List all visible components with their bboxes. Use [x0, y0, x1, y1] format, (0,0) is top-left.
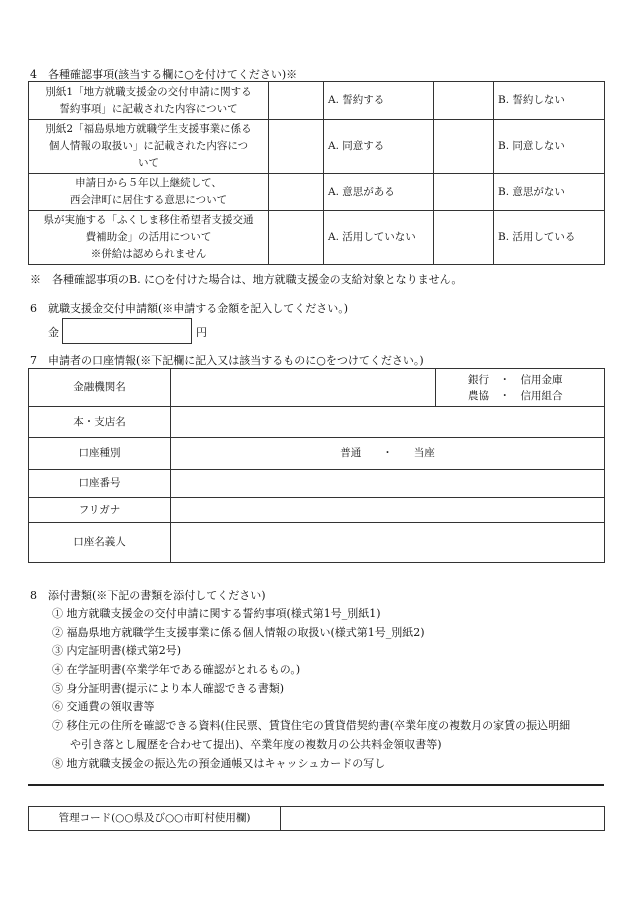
- institution-label: 金融機関名: [29, 369, 171, 407]
- attachment-item: ② 福島県地方就職学生支援事業に係る個人情報の取扱い(様式第1号_別紙2): [52, 626, 425, 639]
- question-line: 西会津町に居住する意思について: [69, 194, 228, 206]
- account-row: [29, 438, 605, 470]
- amount-input[interactable]: [62, 318, 192, 344]
- account-number-input[interactable]: [171, 470, 605, 498]
- question-line: 県が実施する「ふくしま移住希望者支援交通: [43, 214, 254, 226]
- choice-a-mark-cell[interactable]: [269, 174, 324, 211]
- attachment-item: ⑧ 地方就職支援金の振込先の預金通帳又はキャッシュカードの写し: [52, 757, 386, 770]
- confirmation-question: [29, 82, 269, 120]
- admin-code-input[interactable]: [281, 807, 605, 831]
- choice-b-mark-cell[interactable]: [434, 120, 494, 174]
- amount-prefix: 金: [48, 326, 59, 339]
- choice-a-label[interactable]: A. 活用していない: [324, 211, 434, 265]
- furigana-label: フリガナ: [29, 498, 171, 523]
- account-holder-input[interactable]: [171, 523, 605, 563]
- confirmation-question: [29, 211, 269, 265]
- choice-b-label[interactable]: B. 誓約しない: [494, 82, 605, 120]
- choice-b-mark-cell[interactable]: [434, 174, 494, 211]
- choice-a-label[interactable]: A. 同意する: [324, 120, 434, 174]
- section7-title: 7 申請者の口座情報(※下記欄に記入又は該当するものに○をつけてください。): [30, 354, 424, 367]
- attachment-item: ⑥ 交通費の領収書等: [52, 700, 155, 713]
- institution-type-line[interactable]: 農協 ・ 信用組合: [468, 389, 563, 402]
- confirmation-row: [29, 174, 605, 211]
- question-line: 別紙1「地方就職支援金の交付申請に関する: [45, 85, 252, 98]
- choice-b-label[interactable]: B. 活用している: [494, 211, 605, 265]
- confirmation-row: [29, 82, 605, 120]
- account-row: [29, 498, 605, 523]
- section4-note: ※ 各種確認事項のB. に○を付けた場合は、地方就職支援金の支給対象となりません。: [30, 273, 463, 286]
- account-table: [28, 368, 605, 563]
- attachment-item: ⑦ 移住元の住所を確認できる資料(住民票、賃貸住宅の賃貸借契約書(卒業年度の複数月の家賃の振込明細: [52, 719, 571, 732]
- institution-type-options[interactable]: [436, 369, 605, 407]
- confirmation-table: [28, 81, 605, 265]
- choice-a-mark-cell[interactable]: [269, 211, 324, 265]
- section4-title: 4 各種確認事項(該当する欄に○を付けてください)※: [30, 68, 298, 81]
- choice-a-mark-cell[interactable]: [269, 82, 324, 120]
- question-line: 申請日から５年以上継続して、: [75, 177, 222, 189]
- branch-label: 本・支店名: [29, 407, 171, 438]
- question-line: いて: [138, 157, 159, 169]
- question-line: 別紙2「福島県地方就職学生支援事業に係る: [45, 123, 252, 135]
- admin-code-table: [28, 806, 605, 831]
- amount-suffix: 円: [196, 326, 207, 339]
- confirmation-row: [29, 211, 605, 265]
- confirmation-row: [29, 120, 605, 174]
- account-type-label: 口座種別: [29, 438, 171, 470]
- account-row: [29, 470, 605, 498]
- account-holder-label: 口座名義人: [29, 523, 171, 563]
- question-line: 費補助金」の活用について: [85, 231, 212, 243]
- attachment-item: ④ 在学証明書(卒業学年である確認がとれるもの。): [52, 663, 301, 676]
- account-type-options[interactable]: 普通 ・ 当座: [171, 438, 605, 470]
- confirmation-question: [29, 174, 269, 211]
- attachment-item: ① 地方就職支援金の交付申請に関する誓約事項(様式第1号_別紙1): [52, 607, 381, 620]
- attachment-item: ③ 内定証明書(様式第2号): [52, 644, 182, 657]
- choice-b-label[interactable]: B. 意思がない: [494, 174, 605, 211]
- choice-a-label[interactable]: A. 意思がある: [324, 174, 434, 211]
- section6-title: 6 就職支援金交付申請額(※申請する金額を記入してください。): [30, 302, 349, 315]
- divider: [28, 784, 604, 786]
- account-row: [29, 523, 605, 563]
- section8-title: 8 添付書類(※下記の書類を添付してください): [30, 589, 266, 602]
- furigana-input[interactable]: [171, 498, 605, 523]
- account-row: [29, 407, 605, 438]
- choice-b-mark-cell[interactable]: [434, 82, 494, 120]
- branch-input[interactable]: [171, 407, 605, 438]
- question-line: ※併給は認められません: [90, 248, 207, 260]
- confirmation-question: [29, 120, 269, 174]
- account-number-label: 口座番号: [29, 470, 171, 498]
- question-line: 誓約事項」に記載された内容について: [59, 102, 238, 115]
- institution-input[interactable]: [171, 369, 436, 407]
- choice-a-label[interactable]: A. 誓約する: [324, 82, 434, 120]
- choice-b-label[interactable]: B. 同意しない: [494, 120, 605, 174]
- choice-b-mark-cell[interactable]: [434, 211, 494, 265]
- choice-a-mark-cell[interactable]: [269, 120, 324, 174]
- institution-type-line[interactable]: 銀行 ・ 信用金庫: [468, 373, 563, 386]
- attachment-item-continuation: や引き落とし履歴を合わせて提出)、卒業年度の複数月の公共料金領収書等): [70, 738, 442, 751]
- admin-code-label: 管理コード(○○県及び○○市町村使用欄): [29, 807, 281, 831]
- question-line: 個人情報の取扱い」に記載された内容につ: [48, 140, 249, 152]
- attachment-item: ⑤ 身分証明書(提示により本人確認できる書類): [52, 682, 285, 695]
- account-row: [29, 369, 605, 407]
